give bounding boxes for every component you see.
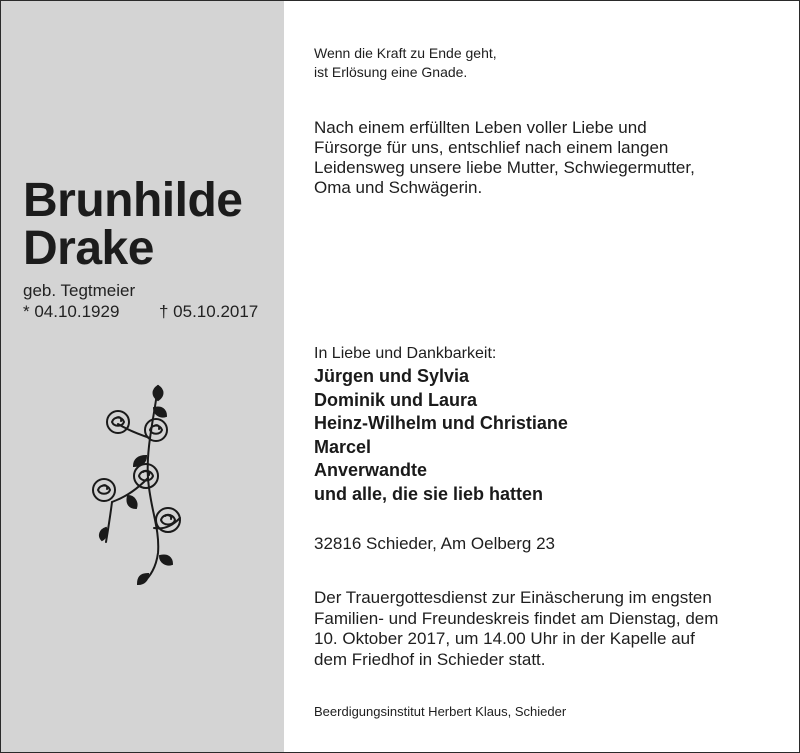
mourners-list (314, 365, 568, 506)
undertaker: Beerdigungsinstitut Herbert Klaus, Schieder (314, 704, 567, 719)
intro-paragraph (314, 118, 784, 198)
motto (314, 44, 497, 82)
maiden-name: geb. Tegtmeier (23, 281, 136, 300)
deceased-first-name: Brunhilde (23, 174, 243, 227)
mourner-name: Marcel (314, 436, 372, 457)
address: 32816 Schieder, Am Oelberg 23 (314, 534, 555, 553)
death-date: † 05.10.2017 (159, 302, 259, 321)
birth-date: * 04.10.1929 (23, 302, 120, 321)
mourner-name: Jürgen und Sylvia (314, 366, 470, 386)
roses-illustration (88, 378, 198, 588)
motto-line: ist Erlösung eine Gnade. (314, 64, 468, 80)
mourner-name: Heinz-Wilhelm und Christiane (314, 413, 568, 433)
service-line: Familien- und Freundeskreis findet am Dienstag, dem (314, 608, 719, 628)
mourner-name: und alle, die sie lieb hatten (314, 483, 544, 504)
motto-line: Wenn die Kraft zu Ende geht, (314, 45, 497, 61)
service-line: 10. Oktober 2017, um 14.00 Uhr in der Kapelle auf (314, 629, 695, 648)
service-line: dem Friedhof in Schieder statt. (314, 649, 546, 669)
thanks-label: In Liebe und Dankbarkeit: (314, 345, 497, 362)
deceased-last-name: Drake (23, 222, 154, 275)
intro-line: Oma und Schwägerin. (314, 178, 483, 197)
mourner-name: Anverwandte (314, 460, 428, 480)
intro-line: Nach einem erfüllten Leben voller Liebe und (314, 118, 647, 137)
intro-line: Fürsorge für uns, entschlief nach einem langen (314, 138, 669, 157)
intro-line: Leidensweg unsere liebe Mutter, Schwiegermutter, (314, 158, 695, 177)
service-line: Der Trauergottesdienst zur Einäscherung im engsten (314, 588, 712, 607)
mourner-name: Dominik und Laura (314, 389, 478, 410)
left-panel (1, 1, 284, 752)
service-info (314, 588, 784, 670)
